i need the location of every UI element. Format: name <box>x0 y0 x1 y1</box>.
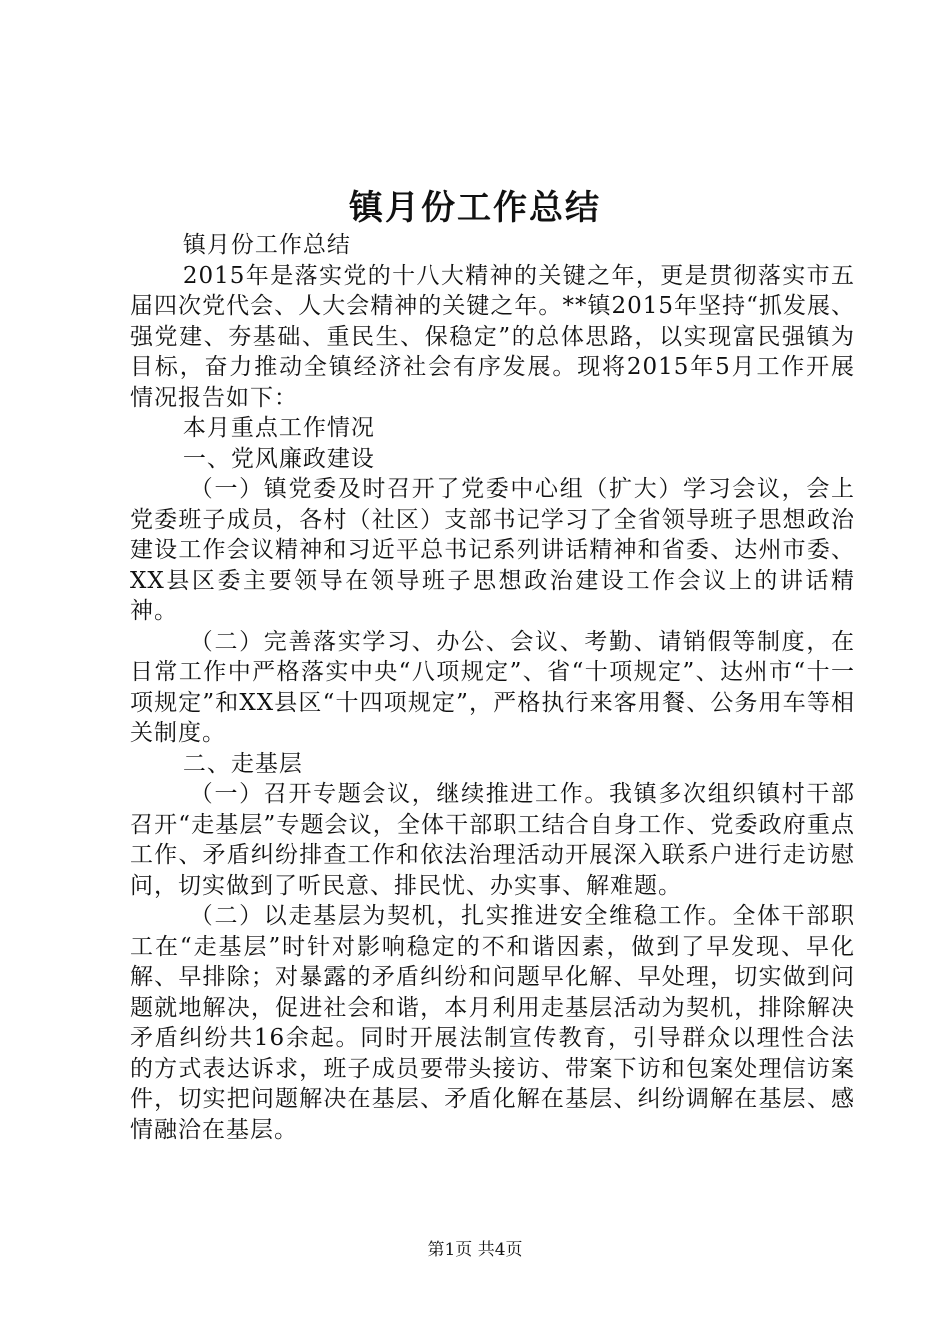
document-body <box>130 230 855 1145</box>
paragraph-intro: 2015年是落实党的十八大精神的关键之年，更是贯彻落实市五届四次党代会、人大会精神的关键之年。**镇2015年坚持“抓发展、强党建、夯基础、重民生、保稳定”的总体思路，以实现富民强镇为目标，奋力推动全镇经济社会有序发展。现将2015年5月工作开展情况报告如下： <box>130 262 855 411</box>
section-heading-key-work: 本月重点工作情况 <box>182 415 375 441</box>
paragraph-subtitle: 镇月份工作总结 <box>182 232 351 258</box>
section-heading-grassroots: 二、走基层 <box>182 750 303 777</box>
section-heading-integrity: 一、党风廉政建设 <box>182 445 375 472</box>
paragraph-integrity-2: （二）完善落实学习、办公、会议、考勤、请销假等制度，在日常工作中严格落实中央“八项规定”、省“十项规定”、达州市“十一项规定”和XX县区“十四项规定”，严格执行来客用餐、公务用车等相关制度。 <box>130 628 855 746</box>
paragraph-grassroots-1: （一）召开专题会议，继续推进工作。我镇多次组织镇村干部召开“走基层”专题会议，全体干部职工结合自身工作、党委政府重点工作、矛盾纠纷排查工作和依法治理活动开展深入联系户进行走访慰问，切实做到了听民意、排民忧、办实事、解难题。 <box>130 781 855 899</box>
document-title: 镇月份工作总结 <box>349 188 601 228</box>
page-number: 第1页 共4页 <box>427 1240 523 1260</box>
paragraph-grassroots-2: （二）以走基层为契机，扎实推进安全维稳工作。全体干部职工在“走基层”时针对影响稳定的不和谐因素，做到了早发现、早化解、早排除；对暴露的矛盾纠纷和问题早化解、早处理，切实做到问题就地解决，促进社会和谐，本月利用走基层活动为契机，排除解决矛盾纠纷共16余起。同时开展法制宣传教育，引导群众以理性合法的方式表达诉求，班子成员要带头接访、带案下访和包案处理信访案件，切实把问题解决在基层、矛盾化解在基层、纠纷调解在基层、感情融洽在基层。 <box>130 903 855 1143</box>
paragraph-integrity-1: （一）镇党委及时召开了党委中心组（扩大）学习会议，会上党委班子成员，各村（社区）支部书记学习了全省领导班子思想政治建设工作会议精神和习近平总书记系列讲话精神和省委、达州市委、XX县区委主要领导在领导班子思想政治建设工作会议上的讲话精神。 <box>130 476 855 624</box>
